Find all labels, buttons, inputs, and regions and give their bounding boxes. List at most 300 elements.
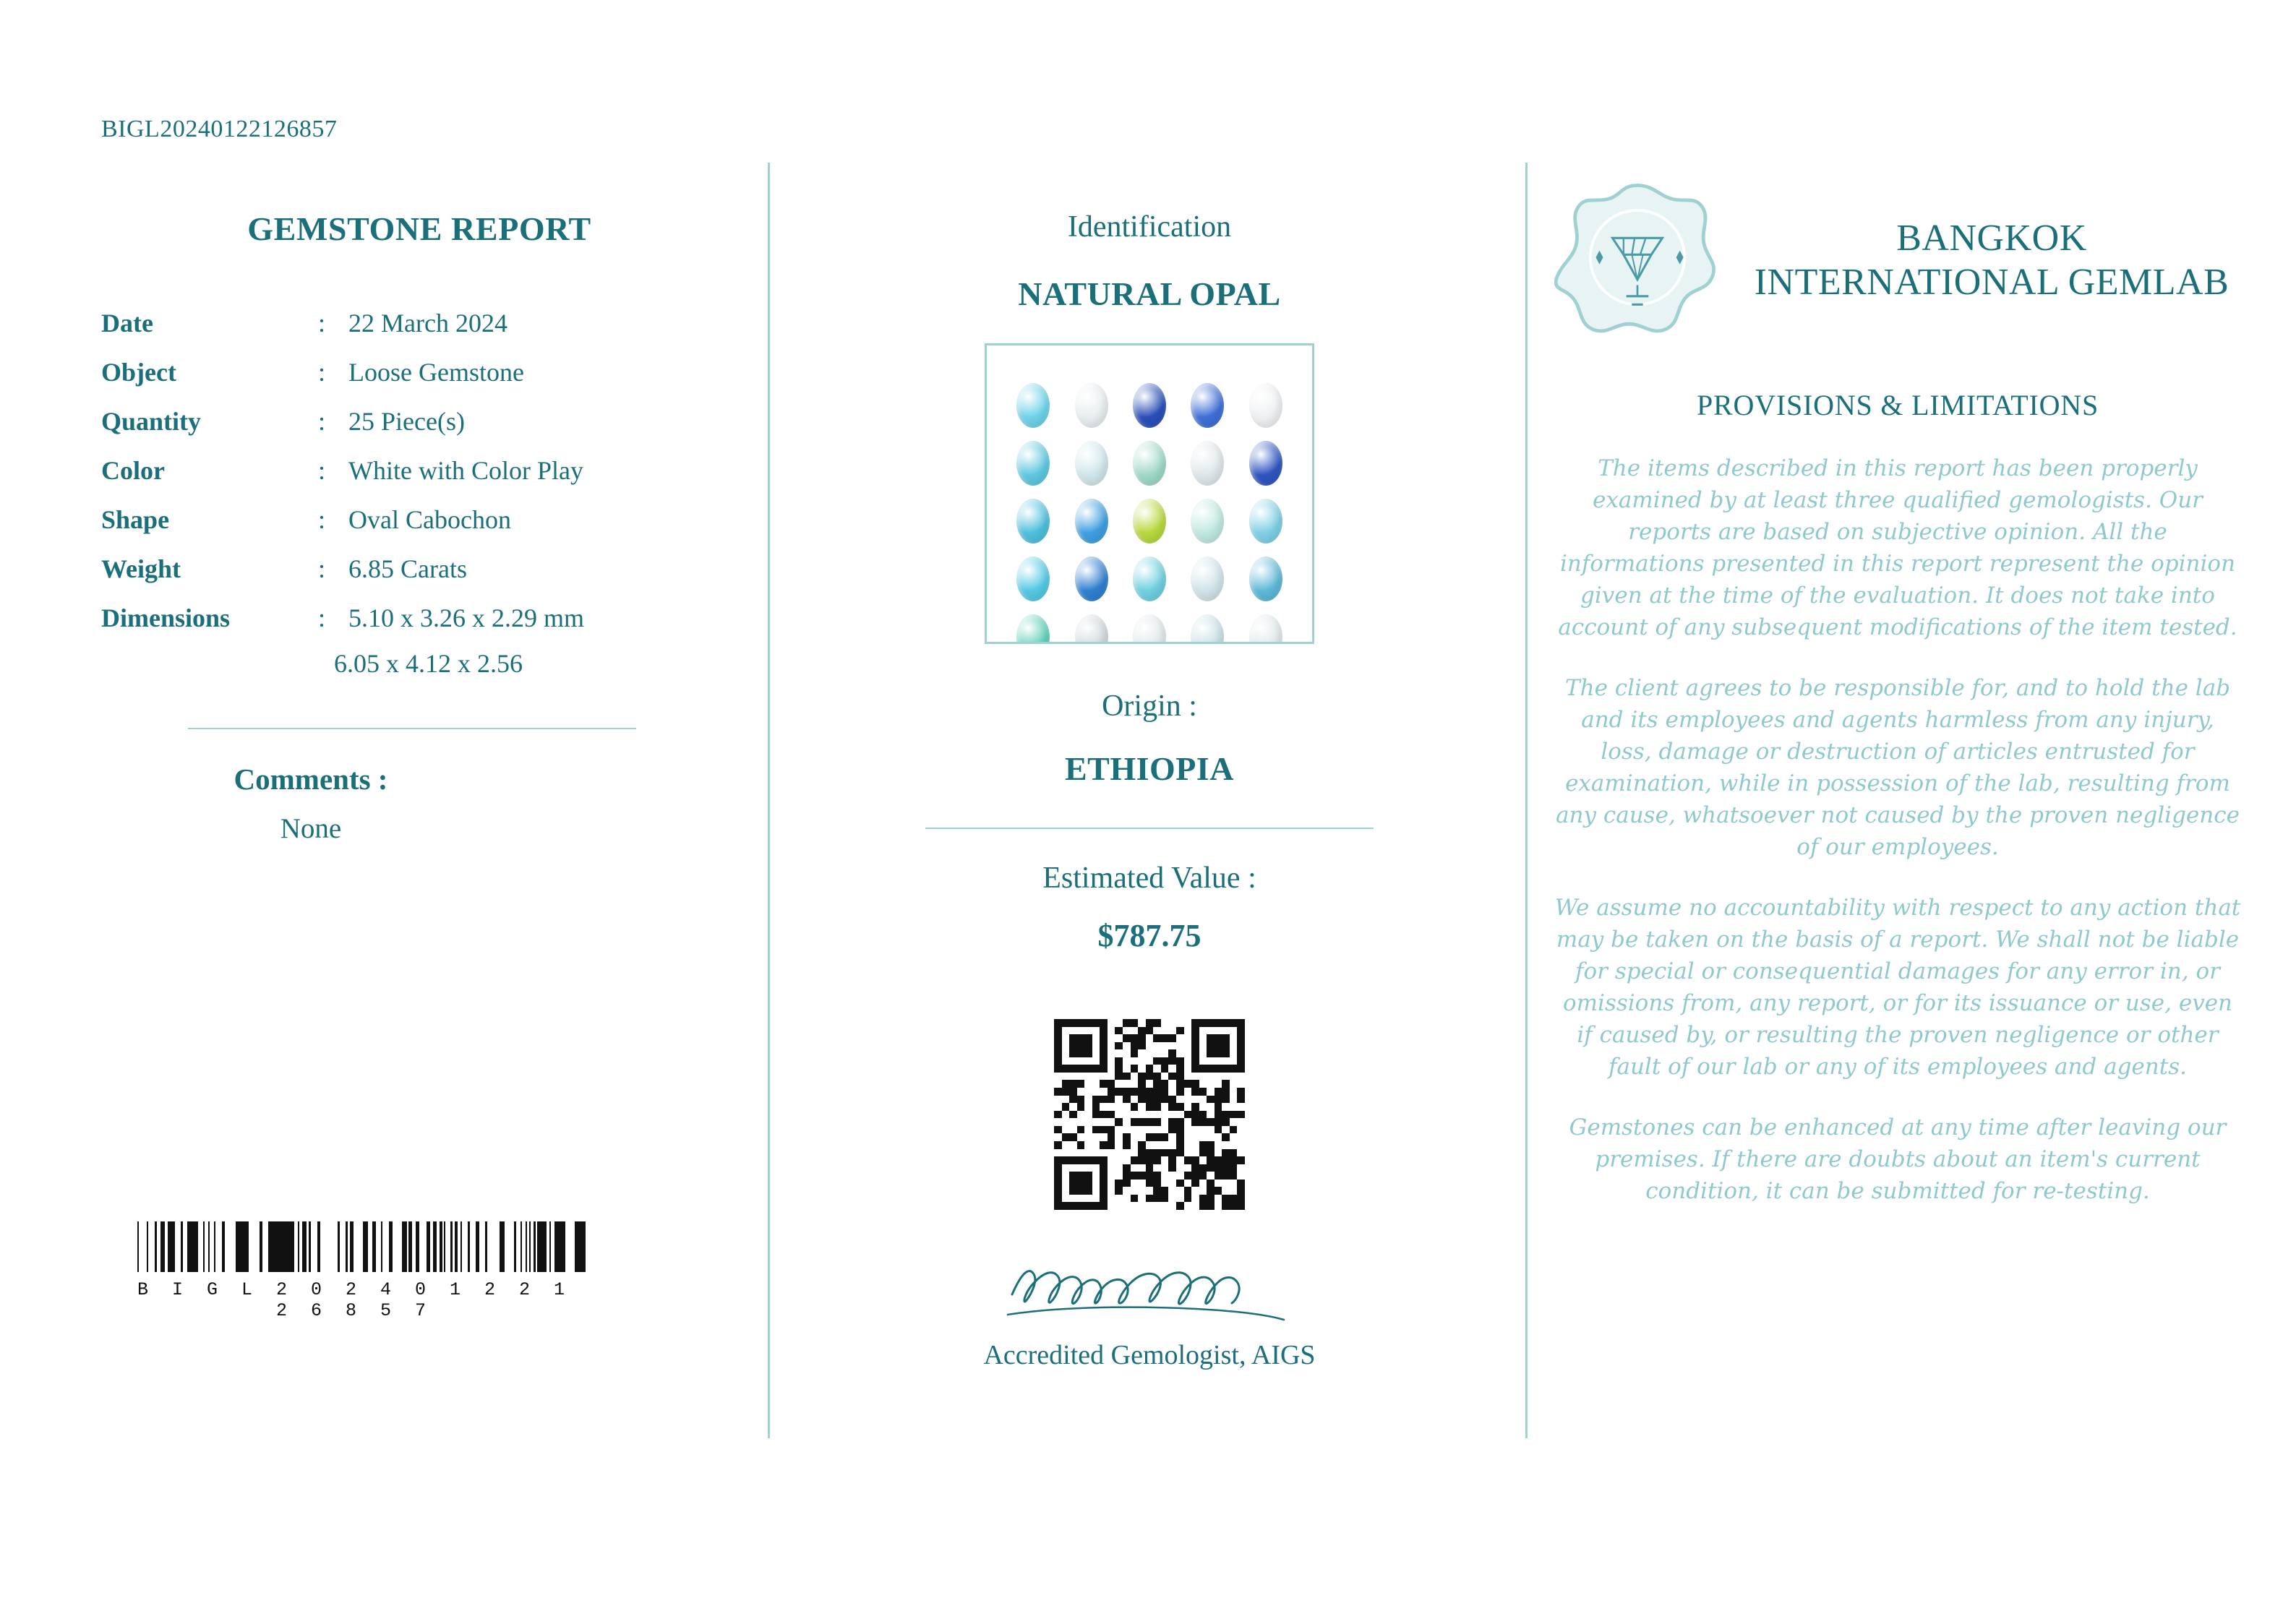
- qr-module: [1146, 1202, 1154, 1210]
- gemstone-swatch: [1191, 499, 1224, 544]
- qr-module: [1108, 1156, 1115, 1164]
- qr-module: [1146, 1172, 1154, 1180]
- qr-module: [1153, 1088, 1161, 1096]
- qr-module: [1092, 1202, 1100, 1210]
- qr-module: [1176, 1103, 1184, 1111]
- qr-module: [1222, 1096, 1230, 1104]
- qr-module: [1153, 1126, 1161, 1134]
- qr-module: [1092, 1164, 1100, 1172]
- spec-row: [101, 298, 584, 348]
- qr-module: [1092, 1088, 1100, 1096]
- qr-module: [1153, 1027, 1161, 1035]
- provision-paragraph: Gemstones can be enhanced at any time after leaving our premises. If there are doubts about an item's current condition, it can be submitted for re-testing.: [1569, 1114, 2227, 1205]
- qr-module: [1131, 1111, 1139, 1119]
- qr-module: [1100, 1096, 1108, 1104]
- qr-module: [1230, 1103, 1238, 1111]
- qr-module: [1199, 1172, 1207, 1180]
- qr-module: [1092, 1187, 1100, 1195]
- qr-module: [1115, 1034, 1123, 1042]
- qr-module: [1123, 1096, 1131, 1104]
- qr-module: [1100, 1049, 1108, 1057]
- qr-module: [1199, 1202, 1207, 1210]
- qr-module: [1176, 1019, 1184, 1027]
- qr-module: [1115, 1126, 1123, 1134]
- qr-module: [1222, 1149, 1230, 1157]
- qr-module: [1115, 1073, 1123, 1080]
- spec-label: Quantity: [101, 407, 202, 436]
- qr-module: [1184, 1133, 1192, 1141]
- qr-module: [1084, 1202, 1092, 1210]
- qr-module: [1168, 1111, 1176, 1119]
- qr-module: [1054, 1019, 1062, 1027]
- qr-module: [1237, 1126, 1245, 1134]
- qr-code[interactable]: [1054, 1019, 1245, 1210]
- qr-module: [1215, 1057, 1222, 1065]
- qr-module: [1115, 1096, 1123, 1104]
- qr-module: [1237, 1103, 1245, 1111]
- qr-module: [1100, 1103, 1108, 1111]
- qr-module: [1168, 1057, 1176, 1065]
- brand-header: [1554, 177, 2241, 343]
- qr-module: [1077, 1049, 1085, 1057]
- qr-module: [1222, 1156, 1230, 1164]
- qr-module: [1138, 1042, 1146, 1050]
- qr-module: [1153, 1080, 1161, 1088]
- qr-module: [1131, 1019, 1139, 1027]
- qr-module: [1100, 1195, 1108, 1203]
- qr-module: [1138, 1027, 1146, 1035]
- qr-module: [1062, 1042, 1070, 1050]
- qr-module: [1207, 1027, 1215, 1035]
- spec-value: 5.10 x 3.26 x 2.29 mm: [348, 603, 585, 632]
- qr-module: [1207, 1141, 1215, 1149]
- qr-module: [1161, 1126, 1169, 1134]
- qr-module: [1069, 1133, 1077, 1141]
- qr-module: [1184, 1034, 1192, 1042]
- qr-module: [1161, 1149, 1169, 1157]
- qr-module: [1062, 1065, 1070, 1073]
- qr-module: [1092, 1156, 1100, 1164]
- qr-module: [1207, 1080, 1215, 1088]
- qr-module: [1108, 1111, 1115, 1119]
- qr-module: [1054, 1118, 1062, 1126]
- qr-module: [1230, 1164, 1238, 1172]
- qr-module: [1153, 1019, 1161, 1027]
- gemstone-swatch: [1249, 557, 1282, 601]
- qr-module: [1131, 1195, 1139, 1203]
- qr-module: [1108, 1126, 1115, 1134]
- qr-module: [1176, 1073, 1184, 1080]
- qr-module: [1237, 1027, 1245, 1035]
- qr-module: [1168, 1141, 1176, 1149]
- spec-colon: :: [318, 407, 326, 436]
- qr-module: [1069, 1080, 1077, 1088]
- qr-module: [1207, 1019, 1215, 1027]
- qr-module: [1161, 1034, 1169, 1042]
- qr-module: [1176, 1096, 1184, 1104]
- qr-module: [1153, 1111, 1161, 1119]
- qr-module: [1161, 1133, 1169, 1141]
- qr-module: [1176, 1187, 1184, 1195]
- qr-module: [1237, 1049, 1245, 1057]
- qr-module: [1092, 1073, 1100, 1080]
- qr-module: [1115, 1111, 1123, 1119]
- qr-module: [1123, 1049, 1131, 1057]
- qr-module: [1062, 1080, 1070, 1088]
- qr-module: [1069, 1034, 1077, 1042]
- spec-label: Object: [101, 358, 176, 387]
- qr-module: [1062, 1034, 1070, 1042]
- qr-module: [1237, 1042, 1245, 1050]
- qr-module: [1237, 1141, 1245, 1149]
- qr-module: [1191, 1073, 1199, 1080]
- qr-module: [1123, 1042, 1131, 1050]
- qr-module: [1230, 1111, 1238, 1119]
- qr-module: [1054, 1027, 1062, 1035]
- qr-module: [1100, 1187, 1108, 1195]
- qr-module: [1230, 1027, 1238, 1035]
- qr-module: [1191, 1080, 1199, 1088]
- qr-module: [1138, 1073, 1146, 1080]
- qr-module: [1123, 1019, 1131, 1027]
- report-id: BIGL20240122126857: [101, 116, 338, 142]
- qr-module: [1237, 1080, 1245, 1088]
- qr-module: [1077, 1118, 1085, 1126]
- origin-value: ETHIOPIA: [1064, 750, 1235, 787]
- qr-module: [1184, 1027, 1192, 1035]
- qr-module: [1069, 1180, 1077, 1187]
- qr-module: [1054, 1049, 1062, 1057]
- qr-module: [1199, 1156, 1207, 1164]
- qr-module: [1084, 1187, 1092, 1195]
- qr-module: [1191, 1103, 1199, 1111]
- qr-module: [1062, 1133, 1070, 1141]
- qr-module: [1100, 1065, 1108, 1073]
- qr-module: [1138, 1088, 1146, 1096]
- qr-module: [1092, 1103, 1100, 1111]
- qr-module: [1108, 1172, 1115, 1180]
- qr-module: [1199, 1073, 1207, 1080]
- qr-module: [1108, 1042, 1115, 1050]
- dimensions-second-line: 6.05 x 4.12 x 2.56: [334, 649, 523, 678]
- qr-module: [1215, 1096, 1222, 1104]
- qr-module: [1054, 1133, 1062, 1141]
- qr-module: [1123, 1195, 1131, 1203]
- spec-row: [101, 397, 584, 446]
- gemstone-swatch: [1075, 499, 1108, 544]
- qr-module: [1092, 1042, 1100, 1050]
- qr-module: [1054, 1156, 1062, 1164]
- qr-module: [1199, 1049, 1207, 1057]
- qr-module: [1146, 1049, 1154, 1057]
- qr-module: [1176, 1156, 1184, 1164]
- qr-module: [1131, 1202, 1139, 1210]
- qr-module: [1184, 1180, 1192, 1187]
- qr-module: [1153, 1118, 1161, 1126]
- qr-module: [1237, 1019, 1245, 1027]
- qr-module: [1131, 1141, 1139, 1149]
- qr-module: [1161, 1103, 1169, 1111]
- qr-module: [1215, 1019, 1222, 1027]
- qr-module: [1230, 1180, 1238, 1187]
- qr-module: [1184, 1057, 1192, 1065]
- qr-module: [1222, 1172, 1230, 1180]
- qr-module: [1215, 1042, 1222, 1050]
- qr-module: [1138, 1096, 1146, 1104]
- qr-module: [1146, 1034, 1154, 1042]
- qr-module: [1176, 1164, 1184, 1172]
- qr-module: [1161, 1141, 1169, 1149]
- qr-module: [1062, 1126, 1070, 1134]
- qr-module: [1215, 1049, 1222, 1057]
- qr-module: [1230, 1096, 1238, 1104]
- qr-module: [1131, 1133, 1139, 1141]
- qr-module: [1168, 1133, 1176, 1141]
- spec-colon: :: [318, 505, 326, 534]
- qr-module: [1191, 1118, 1199, 1126]
- right-column: [1554, 163, 2241, 1207]
- qr-module: [1207, 1164, 1215, 1172]
- qr-module: [1161, 1156, 1169, 1164]
- qr-module: [1146, 1111, 1154, 1119]
- qr-module: [1100, 1141, 1108, 1149]
- barcode-bar: [582, 1221, 586, 1272]
- qr-module: [1222, 1057, 1230, 1065]
- qr-module: [1146, 1164, 1154, 1172]
- qr-module: [1215, 1141, 1222, 1149]
- qr-module: [1115, 1042, 1123, 1050]
- qr-module: [1123, 1065, 1131, 1073]
- qr-module: [1054, 1065, 1062, 1073]
- qr-module: [1062, 1195, 1070, 1203]
- spec-colon: :: [318, 603, 326, 632]
- qr-module: [1153, 1164, 1161, 1172]
- comments-value: None: [280, 813, 342, 844]
- qr-module: [1054, 1080, 1062, 1088]
- qr-module: [1199, 1019, 1207, 1027]
- page-title: GEMSTONE REPORT: [247, 210, 591, 247]
- gemstone-swatch: [1075, 614, 1108, 644]
- qr-module: [1146, 1042, 1154, 1050]
- qr-module: [1131, 1164, 1139, 1172]
- qr-module: [1161, 1180, 1169, 1187]
- qr-module: [1230, 1019, 1238, 1027]
- qr-module: [1100, 1149, 1108, 1157]
- qr-module: [1176, 1027, 1184, 1035]
- qr-module: [1108, 1195, 1115, 1203]
- qr-module: [1131, 1034, 1139, 1042]
- qr-module: [1062, 1172, 1070, 1180]
- qr-module: [1100, 1111, 1108, 1119]
- qr-module: [1146, 1133, 1154, 1141]
- qr-module: [1092, 1111, 1100, 1119]
- qr-module: [1237, 1156, 1245, 1164]
- qr-module: [1161, 1096, 1169, 1104]
- qr-module: [1215, 1164, 1222, 1172]
- qr-module: [1100, 1164, 1108, 1172]
- qr-module: [1168, 1034, 1176, 1042]
- qr-module: [1077, 1149, 1085, 1157]
- qr-module: [1230, 1049, 1238, 1057]
- qr-module: [1146, 1126, 1154, 1134]
- gemstone-swatch: [1075, 383, 1108, 428]
- spec-colon: :: [318, 358, 326, 387]
- left-column: [87, 163, 752, 845]
- column-divider-2: [1525, 163, 1528, 1438]
- qr-module: [1230, 1133, 1238, 1141]
- qr-module: [1123, 1133, 1131, 1141]
- qr-module: [1207, 1180, 1215, 1187]
- gemstone-photo-frame: [985, 343, 1314, 644]
- qr-module: [1153, 1096, 1161, 1104]
- qr-module: [1222, 1195, 1230, 1203]
- qr-module: [1108, 1180, 1115, 1187]
- qr-module: [1153, 1187, 1161, 1195]
- qr-module: [1108, 1118, 1115, 1126]
- qr-module: [1100, 1202, 1108, 1210]
- qr-module: [1184, 1164, 1192, 1172]
- qr-module: [1069, 1019, 1077, 1027]
- qr-module: [1123, 1149, 1131, 1157]
- qr-module: [1153, 1141, 1161, 1149]
- qr-module: [1115, 1141, 1123, 1149]
- qr-module: [1069, 1103, 1077, 1111]
- qr-module: [1176, 1111, 1184, 1119]
- qr-module: [1215, 1133, 1222, 1141]
- qr-module: [1069, 1065, 1077, 1073]
- qr-module: [1176, 1042, 1184, 1050]
- qr-module: [1138, 1180, 1146, 1187]
- qr-module: [1092, 1034, 1100, 1042]
- qr-module: [1054, 1141, 1062, 1149]
- qr-module: [1138, 1126, 1146, 1134]
- qr-module: [1069, 1126, 1077, 1134]
- qr-module: [1191, 1133, 1199, 1141]
- spec-label: Weight: [101, 554, 181, 583]
- qr-module: [1222, 1126, 1230, 1134]
- qr-module: [1131, 1156, 1139, 1164]
- qr-module: [1092, 1065, 1100, 1073]
- qr-module: [1168, 1149, 1176, 1157]
- gemstone-swatch: [1191, 557, 1224, 601]
- qr-module: [1100, 1073, 1108, 1080]
- qr-module: [1230, 1202, 1238, 1210]
- qr-module: [1077, 1126, 1085, 1134]
- qr-module: [1222, 1049, 1230, 1057]
- gemstone-swatch: [1016, 614, 1050, 644]
- qr-module: [1115, 1019, 1123, 1027]
- qr-module: [1092, 1126, 1100, 1134]
- qr-module: [1161, 1088, 1169, 1096]
- qr-module: [1131, 1065, 1139, 1073]
- qr-module: [1191, 1195, 1199, 1203]
- qr-module: [1077, 1133, 1085, 1141]
- qr-module: [1062, 1187, 1070, 1195]
- qr-module: [1084, 1141, 1092, 1149]
- qr-module: [1176, 1118, 1184, 1126]
- qr-module: [1123, 1088, 1131, 1096]
- qr-module: [1222, 1118, 1230, 1126]
- qr-module: [1215, 1149, 1222, 1157]
- qr-module: [1153, 1156, 1161, 1164]
- qr-module: [1077, 1172, 1085, 1180]
- qr-module: [1084, 1172, 1092, 1180]
- qr-module: [1062, 1049, 1070, 1057]
- qr-module: [1153, 1042, 1161, 1050]
- qr-module: [1054, 1073, 1062, 1080]
- qr-module: [1237, 1172, 1245, 1180]
- qr-module: [1237, 1096, 1245, 1104]
- qr-module: [1215, 1195, 1222, 1203]
- qr-module: [1077, 1088, 1085, 1096]
- qr-module: [1207, 1172, 1215, 1180]
- column-divider-1: [768, 163, 770, 1438]
- qr-module: [1184, 1088, 1192, 1096]
- qr-module: [1184, 1172, 1192, 1180]
- qr-module: [1077, 1042, 1085, 1050]
- qr-module: [1069, 1141, 1077, 1149]
- qr-module: [1176, 1149, 1184, 1157]
- qr-module: [1230, 1065, 1238, 1073]
- qr-module: [1199, 1149, 1207, 1157]
- qr-module: [1207, 1088, 1215, 1096]
- qr-module: [1153, 1195, 1161, 1203]
- qr-module: [1184, 1042, 1192, 1050]
- qr-module: [1062, 1180, 1070, 1187]
- qr-module: [1108, 1141, 1115, 1149]
- qr-module: [1161, 1164, 1169, 1172]
- qr-module: [1069, 1149, 1077, 1157]
- qr-module: [1084, 1149, 1092, 1157]
- gemstone-swatch: [1133, 557, 1166, 601]
- qr-module: [1222, 1042, 1230, 1050]
- qr-module: [1108, 1133, 1115, 1141]
- barcode-block: [123, 1221, 586, 1321]
- qr-module: [1077, 1096, 1085, 1104]
- left-divider-rule: [188, 728, 636, 729]
- provision-paragraph: We assume no accountability with respect to any action that may be taken on the basis of a report. We shall not be liable for special or consequential damages for any error in, or omissions from, any report, or for its issuance or use, even if caused by, or resulting the proven negligence or other fault of our lab or any of its employees and agents.: [1554, 895, 2241, 1080]
- qr-module: [1062, 1103, 1070, 1111]
- qr-module: [1100, 1027, 1108, 1035]
- qr-module: [1207, 1187, 1215, 1195]
- qr-module: [1100, 1042, 1108, 1050]
- qr-module: [1084, 1118, 1092, 1126]
- qr-module: [1168, 1073, 1176, 1080]
- gemstone-swatch: [1016, 557, 1050, 601]
- qr-module: [1084, 1133, 1092, 1141]
- qr-module: [1176, 1141, 1184, 1149]
- qr-module: [1207, 1096, 1215, 1104]
- qr-module: [1123, 1172, 1131, 1180]
- gemstone-swatch: [1133, 383, 1166, 428]
- qr-module: [1207, 1065, 1215, 1073]
- qr-module: [1108, 1034, 1115, 1042]
- qr-module: [1237, 1057, 1245, 1065]
- gemlab-logo-icon: [1554, 177, 1721, 343]
- qr-module: [1138, 1103, 1146, 1111]
- qr-module: [1092, 1019, 1100, 1027]
- qr-module: [1191, 1088, 1199, 1096]
- qr-module: [1108, 1065, 1115, 1073]
- qr-module: [1176, 1195, 1184, 1203]
- qr-module: [1115, 1202, 1123, 1210]
- qr-module: [1062, 1073, 1070, 1080]
- qr-module: [1199, 1118, 1207, 1126]
- qr-module: [1123, 1073, 1131, 1080]
- qr-module: [1230, 1141, 1238, 1149]
- qr-module: [1237, 1195, 1245, 1203]
- qr-module: [1153, 1103, 1161, 1111]
